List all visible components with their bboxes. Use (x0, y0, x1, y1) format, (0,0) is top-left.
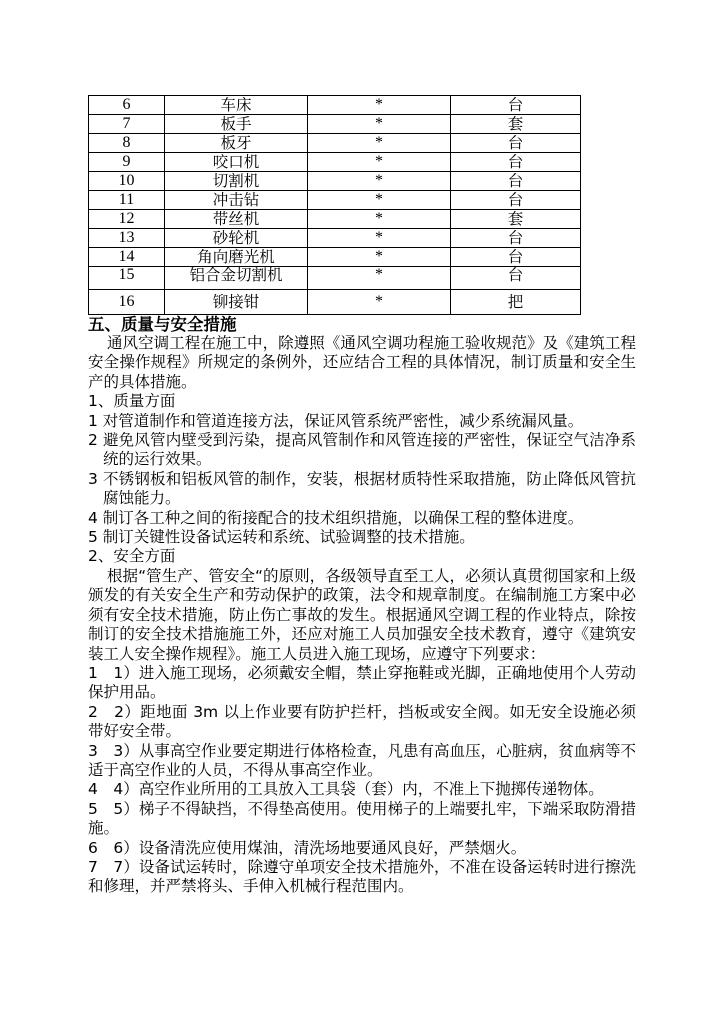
table-row (89, 172, 581, 191)
section-heading: 五、质量与安全措施 (88, 315, 237, 334)
unit: 台 (451, 229, 581, 248)
equipment-table (88, 95, 581, 315)
safety-heading: 2、安全方面 (88, 547, 176, 566)
row-number: 16 (89, 290, 165, 315)
quantity: * (308, 153, 451, 172)
equipment-name: 板手 (165, 115, 308, 134)
safety-item: 7 7）设备试运转时，除遵守单项安全技术措施外，不准在设备运转时进行擦洗和修理，并严禁将头、手伸入机械行程范围内。 (88, 857, 636, 896)
equipment-name: 咬口机 (165, 153, 308, 172)
table-row (89, 134, 581, 153)
section-intro: 通风空调工程在施工中，除遵照《通风空调功程施工验收规范》及《建筑工程安全操作规程》所规定的条例外，还应结合工程的具体情况，制订质量和安全生产的具体措施。 (88, 334, 636, 391)
quantity: * (308, 96, 451, 115)
quantity: * (308, 229, 451, 248)
row-number: 8 (89, 134, 165, 153)
row-number: 14 (89, 248, 165, 267)
row-number: 6 (89, 96, 165, 115)
equipment-name: 车床 (165, 96, 308, 115)
row-number: 11 (89, 191, 165, 210)
row-number: 9 (89, 153, 165, 172)
unit: 套 (451, 115, 581, 134)
safety-intro: 根据“管生产、管安全“的原则，各级领导直至工人，必须认真贯彻国家和上级颁发的有关安全生产和劳动保护的政策，法令和规章制度。在编制施工方案中必须有安全技术措施，防止伤亡事故的发生。根据通风空调工程的作业特点，除按制订的安全技术措施施工外，还应对施工人员加强安全技术教育，遵守《建筑安装工人安全操作规程》。施工人员进入施工现场，应遵守下列要求： (88, 566, 636, 663)
safety-item: 4 4）高空作业所用的工具放入工具袋（套）内，不准上下抛掷传递物体。 (88, 780, 604, 799)
row-number: 12 (89, 210, 165, 229)
table-row (89, 191, 581, 210)
unit: 套 (451, 210, 581, 229)
unit: 台 (451, 191, 581, 210)
unit: 台 (451, 134, 581, 153)
unit: 台 (451, 172, 581, 191)
quantity: * (308, 134, 451, 153)
quantity: * (308, 172, 451, 191)
quantity: * (308, 290, 451, 315)
row-number: 10 (89, 172, 165, 191)
quantity: * (308, 210, 451, 229)
unit: 台 (451, 96, 581, 115)
safety-item: 5 5）梯子不得缺挡，不得垫高使用。使用梯子的上端要扎牢，下端采取防滑措施。 (88, 799, 636, 838)
table-row (89, 267, 581, 290)
table-row (89, 248, 581, 267)
quality-item: 3 不锈钢板和铝板风管的制作，安装，根据材质特性采取措施，防止降低风管抗腐蚀能力。 (88, 469, 636, 508)
table-row (89, 153, 581, 172)
table-row (89, 96, 581, 115)
quality-item: 2 避免风管内壁受到污染，提高风管制作和风管连接的严密性，保证空气洁净系统的运行效果。 (88, 431, 636, 469)
unit: 把 (451, 290, 581, 315)
table-row (89, 115, 581, 134)
row-number: 13 (89, 229, 165, 248)
row-number: 7 (89, 115, 165, 134)
document-page (88, 95, 636, 897)
equipment-name: 切割机 (165, 172, 308, 191)
quantity: * (308, 191, 451, 210)
quantity: * (308, 267, 451, 290)
table-row (89, 290, 581, 315)
safety-item: 3 3）从事高空作业要定期进行体格检查，凡患有高血压，心脏病，贫血病等不适于高空作业的人员，不得从事高空作业。 (88, 741, 636, 779)
safety-item: 2 2）距地面 3m 以上作业要有防护拦杆，挡板或安全阀。如无安全设施必须带好安全带。 (88, 702, 636, 741)
quality-item: 1 对管道制作和管道连接方法，保证风管系统严密性，减少系统漏风量。 (88, 411, 584, 430)
table-row (89, 229, 581, 248)
equipment-name: 带丝机 (165, 210, 308, 229)
unit: 台 (451, 267, 581, 290)
equipment-name: 板牙 (165, 134, 308, 153)
quality-item: 5 制订关键性设备试运转和系统、试验调整的技术措施。 (88, 528, 475, 547)
equipment-name: 铝合金切割机 (165, 267, 308, 290)
equipment-name: 角向磨光机 (165, 248, 308, 267)
row-number: 15 (89, 267, 165, 290)
quality-heading: 1、质量方面 (88, 392, 176, 411)
quantity: * (308, 248, 451, 267)
equipment-name: 砂轮机 (165, 229, 308, 248)
equipment-name: 铆接钳 (165, 290, 308, 315)
safety-item: 6 6）设备清洗应使用煤油，清洗场地要通风良好，严禁烟火。 (88, 838, 527, 857)
equipment-name: 冲击钻 (165, 191, 308, 210)
unit: 台 (451, 153, 581, 172)
safety-item: 1 1）进入施工现场，必须戴安全帽，禁止穿拖鞋或光脚，正确地使用个人劳动保护用品。 (88, 663, 636, 702)
unit: 台 (451, 248, 581, 267)
quantity: * (308, 115, 451, 134)
table-row (89, 210, 581, 229)
quality-item: 4 制订各工种之间的衔接配合的技术组织措施，以确保工程的整体进度。 (88, 508, 584, 527)
